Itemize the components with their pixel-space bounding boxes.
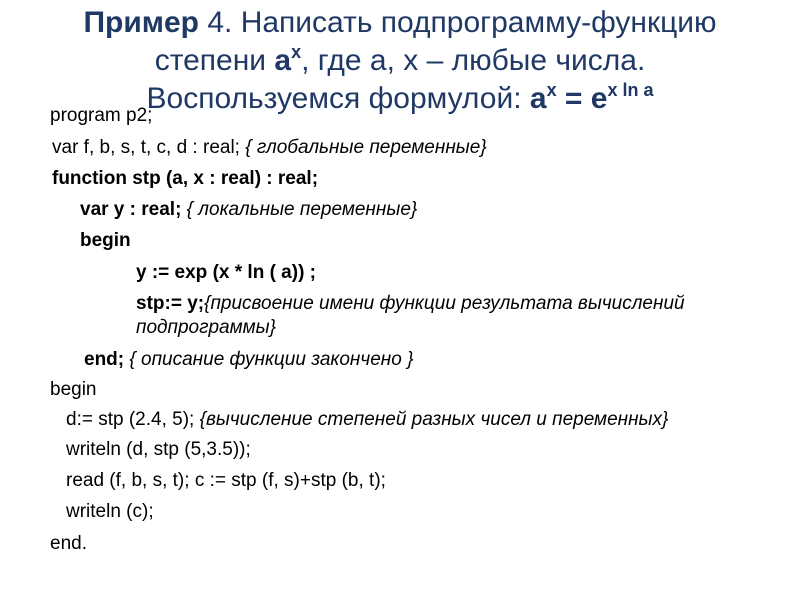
code-line-assign-stp: [136, 292, 685, 316]
code-line-var-local: [80, 198, 417, 222]
code-text: begin: [50, 379, 97, 400]
code-line-writeln-c: [66, 500, 154, 524]
code-text: y := exp (x * ln ( a)) ;: [136, 262, 317, 283]
formula-base: a: [529, 82, 547, 115]
code-line-call-stp: [66, 408, 668, 432]
code-comment: {присвоение имени функции результата вычислений: [204, 293, 685, 314]
code-text: writeln (c);: [66, 501, 154, 522]
code-comment: { локальные переменные}: [186, 199, 418, 220]
code-text: read (f, b, s, t); c := stp (f, s)+stp (b, t);: [66, 470, 386, 491]
code-line-var-global: [52, 136, 487, 160]
code-line-program: [50, 104, 152, 128]
code-comment: подпрограммы}: [136, 317, 276, 338]
code-text: d:= stp (2.4, 5);: [66, 409, 200, 430]
title-where-text: , где: [301, 44, 370, 77]
title-example-label: Пример: [83, 6, 199, 39]
code-text: end;: [84, 349, 130, 370]
code-text: program p2;: [50, 105, 153, 126]
code-text: var f, b, s, t, c, d : real;: [52, 137, 246, 158]
title-line-1: [0, 4, 800, 42]
code-comment: { глобальные переменные}: [245, 137, 487, 158]
power-exponent: x: [291, 42, 302, 62]
slide-title: [0, 4, 800, 118]
title-example-number: 4: [199, 6, 225, 39]
code-text: writeln (d, stp (5,3.5));: [66, 439, 251, 460]
code-line-read: [66, 469, 386, 493]
code-line-begin-main: [50, 378, 97, 402]
code-line-end-function: [84, 348, 413, 372]
code-text: function stp (a, x : real) : real;: [52, 168, 319, 189]
formula-exponent: x: [546, 80, 557, 100]
code-line-begin-function: [80, 229, 131, 253]
code-line-end-program: [50, 532, 87, 556]
code-comment: { описание функции закончено }: [129, 349, 414, 370]
code-text: end.: [50, 533, 87, 554]
code-comment: {вычисление степеней разных чисел и переменных}: [199, 409, 669, 430]
title-var-a: a: [369, 44, 387, 77]
title-any-numbers-text: , х – любые числа.: [386, 44, 646, 77]
formula-equals-e: = e: [556, 82, 608, 115]
formula-exponent-ln: x ln a: [607, 80, 654, 100]
code-line-function: [52, 167, 318, 191]
code-text: var y : real;: [80, 199, 187, 220]
title-task-text: . Написать подпрограмму-функцию: [224, 6, 717, 39]
title-power-text: степени: [154, 44, 275, 77]
title-formula-text: Воспользуемся формулой:: [146, 82, 530, 115]
code-text: begin: [80, 230, 131, 251]
code-line-assign-y: [136, 261, 316, 285]
code-line-writeln-d: [66, 438, 251, 462]
title-line-2: [0, 42, 800, 80]
code-line-comment-cont: [136, 316, 276, 340]
power-base: a: [274, 44, 292, 77]
code-text: stp:= y;: [136, 293, 205, 314]
